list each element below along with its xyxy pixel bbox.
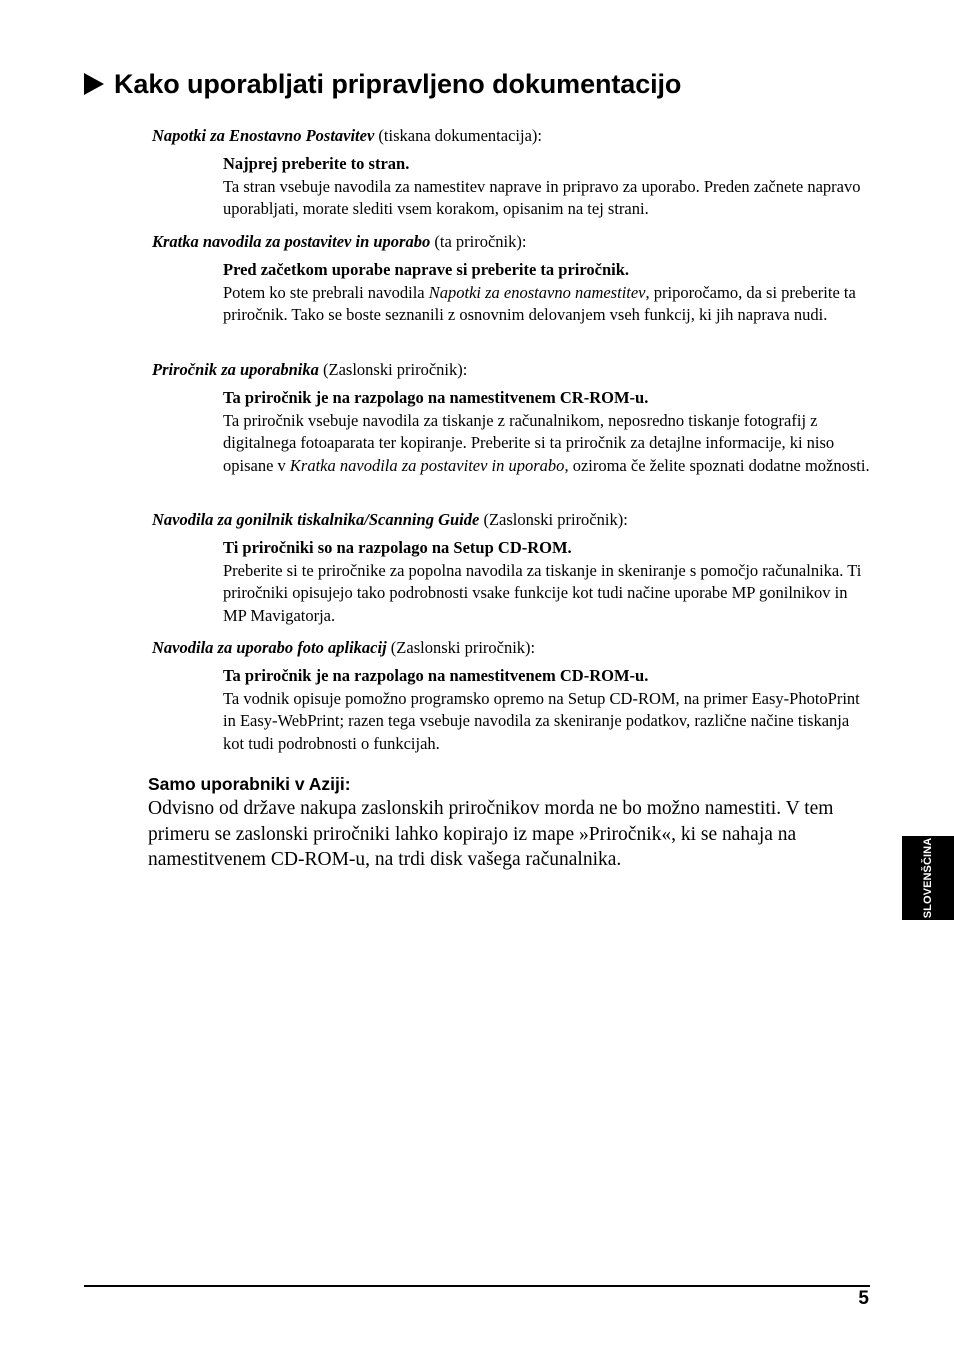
page-title (84, 66, 681, 102)
doc-type: (Zaslonski priročnik): (386, 638, 536, 657)
doc-lead: Ta priročnik je na razpolago na namestitvenem CR-ROM-u. (223, 388, 649, 407)
page-title-text: Kako uporabljati pripravljeno dokumentacijo (114, 69, 682, 99)
doc-header (152, 358, 872, 382)
doc-description (152, 537, 872, 627)
doc-type: (tiskana dokumentacija): (374, 126, 542, 145)
doc-lead: Ti priročniki so na razpolago na Setup CD-ROM. (223, 538, 572, 557)
language-tab (902, 836, 954, 920)
doc-header (152, 508, 872, 532)
asia-text: Odvisno od države nakupa zaslonskih priročnikov morda ne bo možno namestiti. V tem primeru se zaslonski priročniki lahko kopirajo iz mape »Priročnik«, ki se nahaja na namestitvenem CD-ROM-u, na trdi disk vašega računalnika. (148, 798, 834, 870)
doc-type: (ta priročnik): (430, 232, 527, 251)
doc-text: Ta vodnik opisuje pomožno programsko opremo na Setup CD-ROM, na primer Easy-PhotoPrint in Easy-WebPrint; razen tega vsebuje navodila za skeniranje podatkov, različne načine tiskanja kot tudi podrobnosti o funkcijah. (223, 688, 860, 753)
documentation-list (152, 124, 872, 755)
doc-type: (Zaslonski priročnik): (318, 360, 468, 379)
doc-entry-quick-guide (152, 230, 872, 358)
doc-header (152, 636, 872, 660)
doc-entry-driver-guide (152, 508, 872, 636)
doc-text: Ta priročnik vsebuje navodila za tiskanje z računalnikom, neposredno tiskanje fotografij z digitalnega fotoaparata ter kopiranje. Preberite si ta priročnik za detajlne informacije, ki niso opisane v Kratka navodila za postavitev in uporabo, oziroma če želite spoznati dodatne možnosti. (223, 410, 870, 475)
doc-name: Navodila za gonilnik tiskalnika/Scanning Guide (152, 510, 480, 529)
asia-note (148, 772, 873, 873)
doc-description (152, 153, 872, 221)
asia-heading: Samo uporabniki v Aziji: (148, 774, 351, 794)
doc-lead: Pred začetkom uporabe naprave si preberite ta priročnik. (223, 260, 630, 279)
doc-lead: Najprej preberite to stran. (223, 154, 410, 173)
doc-description (152, 259, 872, 327)
doc-entry-photo-apps (152, 636, 872, 755)
doc-entry-user-guide (152, 358, 872, 508)
footer-divider (84, 1285, 870, 1287)
triangle-bullet-icon (84, 73, 104, 95)
doc-header (152, 124, 872, 148)
doc-header (152, 230, 872, 254)
doc-description (152, 387, 872, 477)
doc-type: (Zaslonski priročnik): (479, 510, 628, 529)
doc-name: Priročnik za uporabnika (152, 360, 319, 379)
doc-lead: Ta priročnik je na razpolago na namestitvenem CD-ROM-u. (223, 666, 649, 685)
doc-entry-easy-setup (152, 124, 872, 230)
page-number: 5 (858, 1288, 869, 1309)
doc-name: Napotki za Enostavno Postavitev (152, 126, 375, 145)
doc-text: Preberite si te priročnike za popolna navodila za tiskanje in skeniranje s pomočjo računalnika. Ti priročniki opisujejo tako podrobnosti vsake funkcije kot tudi načine uporabe MP gonilnikov in MP Mavigatorja. (223, 560, 862, 625)
doc-description (152, 665, 872, 755)
doc-name: Kratka navodila za postavitev in uporabo (152, 232, 431, 251)
doc-name: Navodila za uporabo foto aplikacij (152, 638, 387, 657)
doc-text: Ta stran vsebuje navodila za namestitev naprave in pripravo za uporabo. Preden začnete napravo uporabljati, morate slediti vsem korakom, opisanim na tej strani. (223, 176, 861, 218)
doc-text: Potem ko ste prebrali navodila Napotki za enostavno namestitev, priporočamo, da si preberite ta priročnik. Tako se boste seznanili z osnovnim delovanjem vseh funkcij, ki jih naprava nudi. (223, 282, 856, 324)
language-tab-label: SLOVENŠČINA (922, 837, 934, 919)
